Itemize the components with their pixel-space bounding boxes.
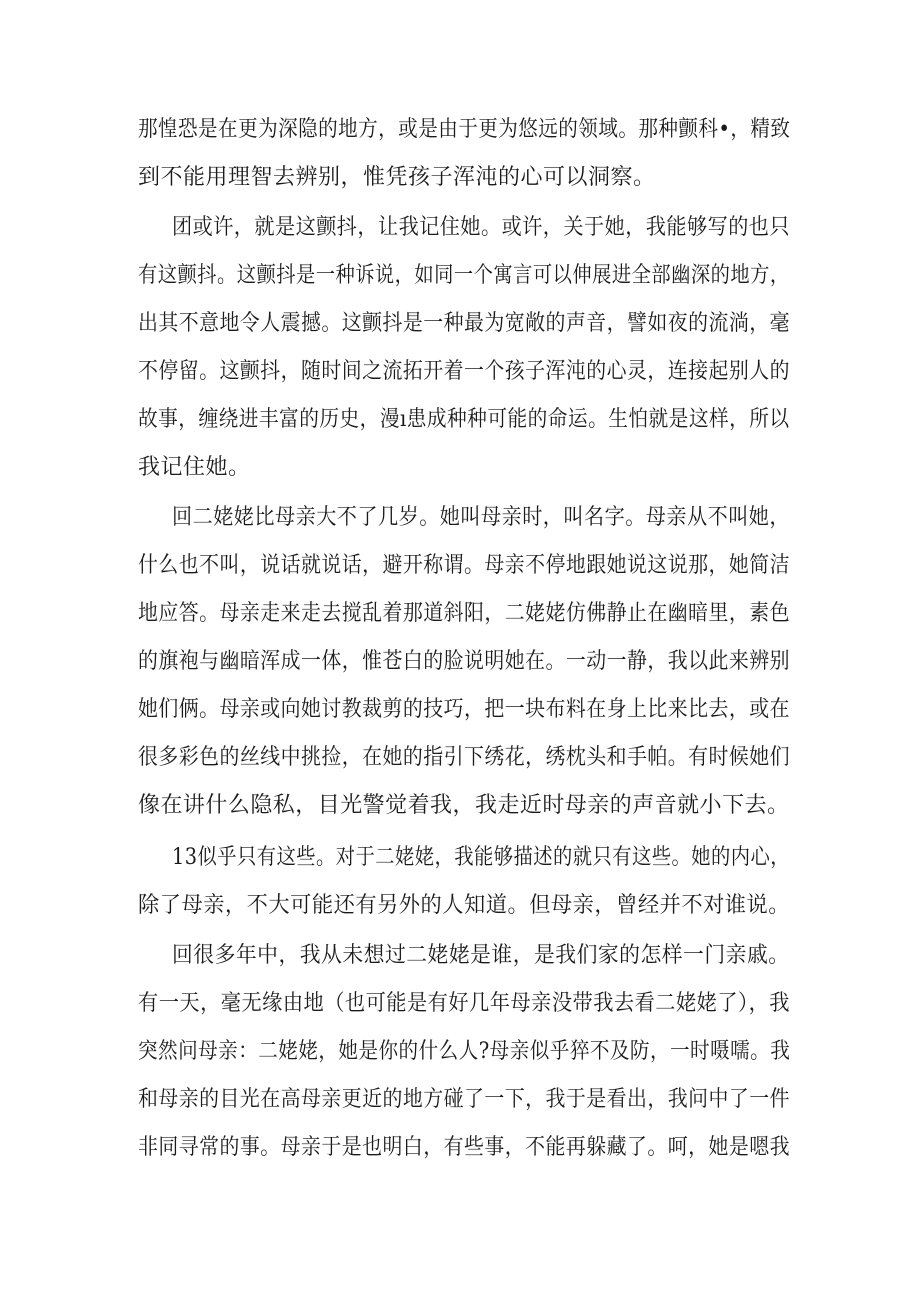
paragraph-line: 回很多年中，我从未想过二姥姥是谁，是我们家的怎样一门亲戚。 [172,943,790,968]
paragraph-line: 除了母亲，不大可能还有另外的人知道。但母亲，曾经并不对谁说。 [138,893,791,918]
paragraph-line: 有这颤抖。这颤抖是一种诉说，如同一个寓言可以伸展进全部幽深的地方， [138,263,790,288]
paragraph-line: 那惶恐是在更为深隐的地方，或是由于更为悠远的领域。那种颤科•，精致 [138,117,791,142]
paragraph-line: 突然问母亲：二姥姥，她是你的什么人?母亲似乎猝不及防，一时嗫嚅。我 [138,1039,791,1064]
paragraph-line: 地应答。母亲走来走去搅乱着那道斜阳，二姥姥仿佛静止在幽暗里，素色 [138,601,791,626]
paragraph-line: 像在讲什么隐私，目光警觉着我，我走近时母亲的声音就小下去。 [138,793,790,818]
paragraph-line: 和母亲的目光在高母亲更近的地方碰了一下，我于是看出，我问中了一件 [138,1087,791,1112]
paragraph-line: 故事，缠绕进丰富的历史，漫ı患成种种可能的命运。生怕就是这样，所以 [138,407,790,432]
paragraph-line: 很多彩色的丝线中挑捡，在她的指引下绣花，绣枕头和手帕。有时候她们 [138,745,791,770]
paragraph-line: 非同寻常的事。母亲于是也明白，有些事，不能再躲藏了。呵，她是嗯我 [138,1135,791,1160]
paragraph-line: 的旗袍与幽暗浑成一体，惟苍白的脸说明她在。一动一静，我以此来辨别 [138,649,791,674]
paragraph-line: 不停留。这颤抖，随时间之流拓开着一个孩子浑沌的心灵，连接起别人的 [138,359,791,384]
paragraph-line: 出其不意地令人震撼。这颤抖是一种最为宽敞的声音，譬如夜的流淌，毫 [138,311,791,336]
paragraph-line: 什么也不叫，说话就说话，避开称谓。母亲不停地跟她说这说那，她简洁 [138,553,791,578]
paragraph-line: 到不能用理智去辨别，惟凭孩子浑沌的心可以洞察。 [138,165,656,190]
paragraph-line: 回二姥姥比母亲大不了几岁。她叫母亲时，叫名字。母亲从不叫她， [172,505,791,530]
paragraph-line: 团或许，就是这颤抖，让我记住她。或许，关于她，我能够写的也只 [172,215,791,240]
paragraph-line: 13似乎只有这些。对于二姥姥，我能够描述的就只有这些。她的内心， [172,845,790,870]
paragraph-line: 她们俩。母亲或向她讨教裁剪的技巧，把一块布料在身上比来比去，或在 [138,697,791,722]
paragraph-line: 有一天，毫无缘由地（也可能是有好几年母亲没带我去看二姥姥了），我 [138,991,791,1016]
paragraph-line: 我记住她。 [138,455,251,480]
